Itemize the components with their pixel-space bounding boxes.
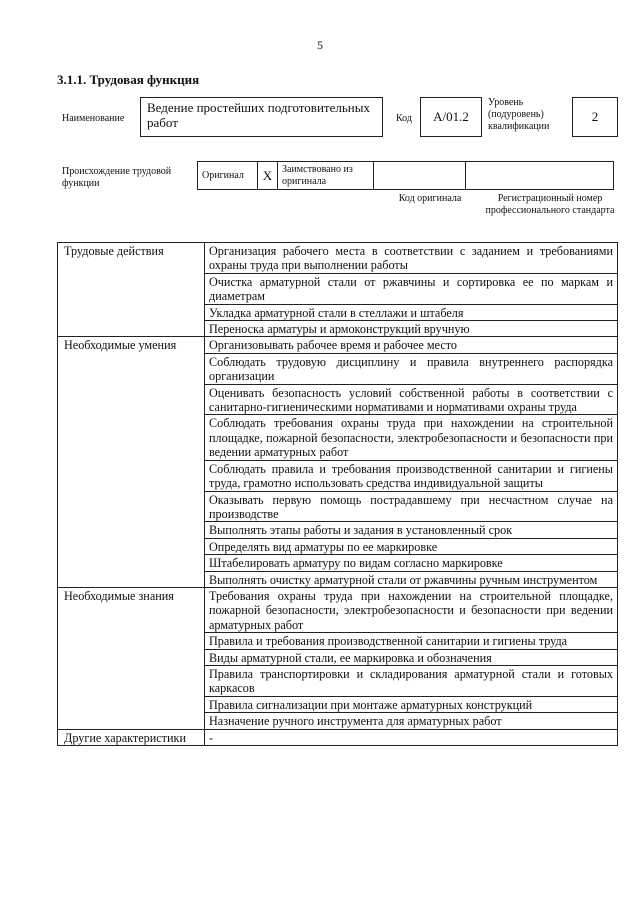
function-code-box: А/01.2 (420, 97, 482, 137)
code-original-label: Код оригинала (398, 193, 462, 204)
item-cell: Соблюдать правила и требования производственной санитарии и гигиены труда, грамотно использовать средства индивидуальной защиты (205, 460, 618, 491)
item-cell: Укладка арматурной стали в стеллажи и штабеля (205, 304, 618, 320)
original-label: Оригинал (198, 162, 258, 190)
item-cell: Определять вид арматуры по ее маркировке (205, 538, 618, 554)
item-cell: Очистка арматурной стали от ржавчины и сортировка ее по маркам и диаметрам (205, 273, 618, 304)
origin-label: Происхождение трудовой функции (62, 166, 172, 189)
table-row (58, 337, 618, 353)
qualification-level-label: Уровень (подуровень) квалификации (488, 97, 550, 132)
code-label: Код (396, 113, 412, 124)
category-cell: Необходимые умения (58, 337, 205, 588)
item-cell: Оказывать первую помощь пострадавшему при несчастном случае на производстве (205, 491, 618, 522)
category-cell: Другие характеристики (58, 729, 205, 745)
item-cell: Организовывать рабочее время и рабочее место (205, 337, 618, 353)
section-title: 3.1.1. Трудовая функция (57, 72, 200, 87)
registration-number-label: Регистрационный номер профессионального стандарта (485, 193, 615, 216)
item-cell: Правила транспортировки и складирования арматурной стали и готовых каркасов (205, 665, 618, 696)
original-mark: X (258, 162, 278, 190)
labor-function-table (57, 242, 618, 746)
item-cell: - (205, 729, 618, 745)
qualification-level-box: 2 (572, 97, 618, 137)
item-cell: Требования охраны труда при нахождении на строительной площадке, пожарной безопасности, электробезопасности и безопасности при ведении арматурных работ (205, 587, 618, 632)
item-cell: Соблюдать требования охраны труда при нахождении на строительной площадке, пожарной безопасности, электробезопасности и безопасности при ведении арматурных работ (205, 415, 618, 460)
item-cell: Правила сигнализации при монтаже арматурных конструкций (205, 696, 618, 712)
item-cell: Правила и требования производственной санитарии и гигиены труда (205, 633, 618, 649)
original-code-cell (374, 162, 466, 190)
item-cell: Выполнять очистку арматурной стали от ржавчины ручным инструментом (205, 571, 618, 587)
item-cell: Оценивать безопасность условий собственной работы в соответствии с санитарно-гигиеническими нормативами и нормативами охраны труда (205, 384, 618, 415)
borrowed-label: Заимствовано из оригинала (278, 162, 374, 190)
item-cell: Выполнять этапы работы и задания в установленный срок (205, 522, 618, 538)
category-cell: Необходимые знания (58, 587, 205, 729)
item-cell: Переноска арматуры и армоконструкций вручную (205, 321, 618, 337)
table-row (58, 729, 618, 745)
table-row (58, 243, 618, 274)
item-cell: Штабелировать арматуру по видам согласно маркировке (205, 555, 618, 571)
registration-number-cell (466, 162, 614, 190)
function-name-box: Ведение простейших подготовительных работ (140, 97, 383, 137)
item-cell: Соблюдать трудовую дисциплину и правила внутреннего распорядка организации (205, 353, 618, 384)
origin-table (197, 161, 614, 190)
item-cell: Назначение ручного инструмента для арматурных работ (205, 713, 618, 729)
table-row (58, 587, 618, 632)
item-cell: Виды арматурной стали, ее маркировка и обозначения (205, 649, 618, 665)
item-cell: Организация рабочего места в соответствии с заданием и требованиями охраны труда при выполнении работы (205, 243, 618, 274)
page-number: 5 (317, 38, 323, 52)
category-cell: Трудовые действия (58, 243, 205, 337)
name-label: Наименование (62, 113, 125, 124)
